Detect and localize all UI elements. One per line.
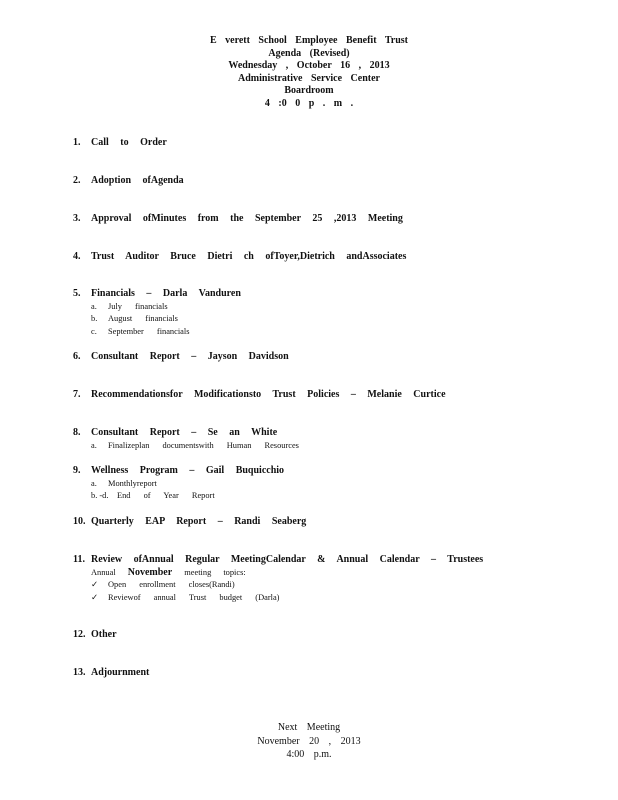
item-number: 9. bbox=[73, 465, 81, 476]
sub-item-text: Finalizeplan documentswith Human Resources bbox=[108, 440, 299, 450]
item-title: Trust Auditor Bruce Dietri ch ofToyer,Dietrich andAssociates bbox=[91, 251, 407, 262]
item-title: Adjournment bbox=[91, 667, 150, 678]
sub-item-text: Open enrollment closes(Randi) bbox=[108, 580, 235, 590]
sub-item bbox=[91, 313, 241, 326]
next-meeting-date: November 20 , 2013 bbox=[257, 735, 361, 747]
item-note bbox=[91, 567, 483, 580]
item-number: 11. bbox=[73, 554, 85, 565]
agenda-item-13 bbox=[73, 667, 149, 680]
header-time: 4 :0 0 p . m . bbox=[264, 97, 354, 109]
next-meeting-label: Next Meeting bbox=[277, 722, 341, 733]
agenda-header bbox=[0, 35, 618, 111]
sub-item-text: Reviewof annual Trust budget (Darla) bbox=[108, 592, 280, 602]
header-agenda-title: Agenda (Revised) bbox=[268, 47, 350, 59]
header-date: Wednesday , October 16 , 2013 bbox=[228, 60, 390, 72]
sub-item-text: September financials bbox=[108, 326, 190, 336]
agenda-item-9 bbox=[73, 465, 284, 503]
sub-item-marker: a. bbox=[91, 301, 97, 311]
item-title: Financials – Darla Vanduren bbox=[91, 288, 241, 299]
sub-item bbox=[91, 326, 241, 339]
item-title: Other bbox=[91, 629, 117, 640]
sub-item-text: End of Year Report bbox=[117, 491, 215, 501]
agenda-item-8 bbox=[73, 427, 299, 452]
item-number: 3. bbox=[73, 213, 81, 224]
item-title: Recommendationsfor Modificationsto Trust Policies – Melanie Curtice bbox=[91, 389, 446, 400]
agenda-item-2 bbox=[73, 175, 184, 188]
sub-item-marker: a. bbox=[91, 478, 97, 488]
agenda-item-10 bbox=[73, 516, 306, 529]
item-number: 1. bbox=[73, 137, 81, 148]
sub-item-marker: c. bbox=[91, 326, 97, 336]
item-title: Approval ofMinutes from the September 25 ,2013 Meeting bbox=[91, 213, 403, 224]
header-location: Administrative Service Center bbox=[238, 72, 380, 84]
check-icon: ✓ bbox=[91, 580, 99, 590]
agenda-item-12 bbox=[73, 629, 117, 642]
agenda-item-1 bbox=[73, 137, 167, 150]
sub-item bbox=[91, 478, 284, 491]
agenda-item-7 bbox=[73, 389, 446, 402]
check-icon: ✓ bbox=[91, 592, 99, 602]
agenda-item-5 bbox=[73, 288, 241, 338]
item-number: 4. bbox=[73, 251, 81, 262]
sub-item-text: July financials bbox=[108, 301, 168, 311]
sub-item bbox=[91, 490, 284, 503]
item-title: Consultant Report – Jayson Davidson bbox=[91, 351, 289, 362]
item-number: 2. bbox=[73, 175, 81, 186]
next-meeting-time: 4:00 p.m. bbox=[286, 749, 332, 760]
header-org-title: E verett School Employee Benefit Trust bbox=[209, 35, 409, 46]
sub-item bbox=[91, 579, 483, 592]
item-title: Wellness Program – Gail Buquicchio bbox=[91, 465, 285, 476]
note-suffix: meeting topics: bbox=[184, 567, 246, 577]
sub-item-text: Monthlyreport bbox=[108, 478, 157, 488]
agenda-item-6 bbox=[73, 351, 289, 364]
sub-item-marker: a. bbox=[91, 440, 97, 450]
agenda-item-11 bbox=[73, 554, 483, 604]
item-number: 6. bbox=[73, 351, 81, 362]
item-title: Review ofAnnual Regular MeetingCalendar & Annual Calendar – Trustees bbox=[91, 554, 484, 565]
item-number: 5. bbox=[73, 288, 81, 299]
item-title: Adoption ofAgenda bbox=[91, 175, 184, 186]
next-meeting bbox=[0, 721, 618, 762]
item-title: Call to Order bbox=[91, 137, 167, 148]
item-number: 10. bbox=[73, 516, 86, 527]
sub-item-marker: b. -d. bbox=[91, 491, 109, 501]
item-title: Quarterly EAP Report – Randi Seaberg bbox=[91, 516, 307, 527]
note-prefix: Annual bbox=[91, 567, 116, 577]
sub-item-text: August financials bbox=[108, 314, 178, 324]
agenda-item-4 bbox=[73, 251, 406, 264]
agenda-item-3 bbox=[73, 213, 403, 226]
sub-item-marker: b. bbox=[91, 314, 98, 324]
item-title: Consultant Report – Se an White bbox=[91, 427, 278, 438]
item-number: 7. bbox=[73, 389, 81, 400]
sub-item bbox=[91, 301, 241, 314]
header-room: Boardroom bbox=[284, 85, 334, 97]
item-number: 12. bbox=[73, 629, 86, 640]
sub-item bbox=[91, 592, 483, 605]
note-month: November bbox=[127, 566, 173, 578]
item-number: 8. bbox=[73, 427, 81, 438]
item-number: 13. bbox=[73, 667, 86, 678]
sub-item bbox=[91, 440, 299, 453]
